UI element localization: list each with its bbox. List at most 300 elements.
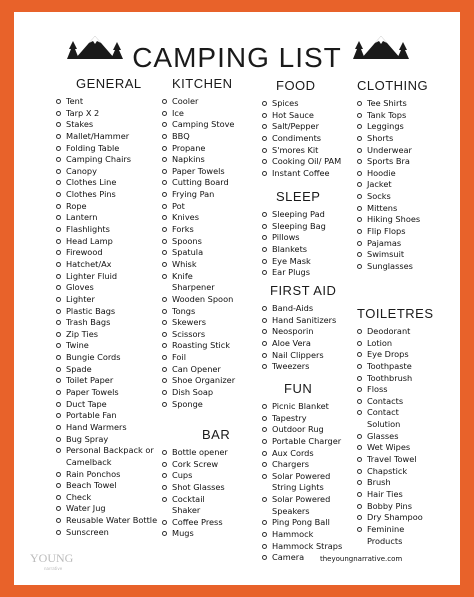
item-label: Napkins xyxy=(172,154,205,165)
checkbox-bullet[interactable] xyxy=(262,136,267,141)
checkbox-bullet[interactable] xyxy=(56,413,61,418)
checkbox-bullet[interactable] xyxy=(262,171,267,176)
checkbox-bullet[interactable] xyxy=(56,134,61,139)
checkbox-bullet[interactable] xyxy=(56,506,61,511)
checkbox-bullet[interactable] xyxy=(162,378,167,383)
item-label: Aux Cords xyxy=(272,447,314,458)
section-sleep xyxy=(262,189,326,279)
checkbox-bullet[interactable] xyxy=(56,518,61,523)
list-item xyxy=(162,189,233,201)
checkbox-bullet[interactable] xyxy=(262,270,267,275)
item-label: Contacts xyxy=(367,395,404,406)
list-item xyxy=(162,387,233,399)
list-item xyxy=(56,317,142,329)
list-item xyxy=(162,329,233,341)
checkbox-bullet[interactable] xyxy=(262,404,267,409)
checkbox-bullet[interactable] xyxy=(162,485,167,490)
checkbox-bullet[interactable] xyxy=(162,99,167,104)
list-item xyxy=(56,212,142,224)
item-label: Mittens xyxy=(367,202,398,213)
checkbox-bullet[interactable] xyxy=(262,124,267,129)
checkbox-bullet[interactable] xyxy=(262,544,267,549)
list-item xyxy=(357,191,428,203)
checkbox-bullet[interactable] xyxy=(357,124,362,129)
list-item xyxy=(56,434,142,446)
item-label: Ear Plugs xyxy=(272,267,311,278)
item-label: Spatula xyxy=(172,247,204,258)
item-label: Plastic Bags xyxy=(66,305,116,316)
list-item xyxy=(262,244,320,256)
checkbox-bullet[interactable] xyxy=(262,497,267,502)
checkbox-bullet[interactable] xyxy=(56,250,61,255)
item-label: Spoons xyxy=(172,235,202,246)
checkbox-bullet[interactable] xyxy=(162,215,167,220)
checkbox-bullet[interactable] xyxy=(357,341,362,346)
checkbox-bullet[interactable] xyxy=(162,192,167,197)
section-first-aid xyxy=(262,283,336,373)
list-item xyxy=(357,203,428,215)
checkbox-bullet[interactable] xyxy=(357,364,362,369)
item-label: Blankets xyxy=(272,243,308,254)
item-label: Twine xyxy=(66,340,89,351)
checkbox-bullet[interactable] xyxy=(262,318,267,323)
checkbox-bullet[interactable] xyxy=(162,169,167,174)
checklist xyxy=(162,96,236,410)
checkbox-bullet[interactable] xyxy=(56,274,61,279)
item-label: Hammock Straps xyxy=(272,540,343,551)
checkbox-bullet[interactable] xyxy=(357,469,362,474)
list-item xyxy=(56,364,142,376)
list-item xyxy=(56,189,142,201)
item-label: Underwear xyxy=(367,144,412,155)
list-item xyxy=(162,352,233,364)
list-item xyxy=(162,494,230,506)
checkbox-bullet[interactable] xyxy=(262,462,267,467)
checkbox-bullet[interactable] xyxy=(357,241,362,246)
section-toiletries xyxy=(357,306,434,547)
item-label: Sunscreen xyxy=(66,526,109,537)
item-label: Paper Towels xyxy=(66,387,119,398)
checkbox-bullet[interactable] xyxy=(56,227,61,232)
checkbox-bullet[interactable] xyxy=(357,457,362,462)
checkbox-bullet[interactable] xyxy=(357,329,362,334)
list-item xyxy=(56,469,142,481)
list-item xyxy=(357,384,434,396)
checkbox-bullet[interactable] xyxy=(162,111,167,116)
section-bar xyxy=(162,427,230,540)
checkbox-bullet[interactable] xyxy=(56,332,61,337)
section-fun xyxy=(262,381,343,564)
item-label: Spices xyxy=(272,98,299,108)
item-label: Sports Bra xyxy=(367,156,410,167)
checkbox-bullet[interactable] xyxy=(262,474,267,479)
checkbox-bullet[interactable] xyxy=(357,410,362,415)
checkbox-bullet[interactable] xyxy=(56,425,61,430)
list-item xyxy=(162,271,233,283)
list-item xyxy=(56,166,142,178)
checkbox-bullet[interactable] xyxy=(56,343,61,348)
item-label: Solar Powered xyxy=(272,494,331,505)
checkbox-bullet[interactable] xyxy=(262,113,267,118)
list-item xyxy=(357,361,434,373)
checkbox-bullet[interactable] xyxy=(162,122,167,127)
checkbox-bullet[interactable] xyxy=(56,122,61,127)
checkbox-bullet[interactable] xyxy=(357,434,362,439)
checkbox-bullet[interactable] xyxy=(56,355,61,360)
item-label: Salt/Pepper xyxy=(272,121,319,132)
checkbox-bullet[interactable] xyxy=(56,215,61,220)
checkbox-bullet[interactable] xyxy=(56,483,61,488)
item-label: S'mores Kit xyxy=(272,144,319,155)
item-label: String Lights xyxy=(272,482,324,493)
checkbox-bullet[interactable] xyxy=(357,229,362,234)
item-label: Feminine xyxy=(367,523,405,534)
checkbox-bullet[interactable] xyxy=(357,515,362,520)
checkbox-bullet[interactable] xyxy=(262,306,267,311)
item-label: Coffee Press xyxy=(172,516,223,527)
item-label: Socks xyxy=(367,191,391,202)
list-item xyxy=(162,224,233,236)
checkbox-bullet[interactable] xyxy=(56,204,61,209)
checkbox-bullet[interactable] xyxy=(162,531,167,536)
checkbox-bullet[interactable] xyxy=(262,224,267,229)
checkbox-bullet[interactable] xyxy=(56,297,61,302)
item-label: Bungie Cords xyxy=(66,352,121,363)
item-label: Toilet Paper xyxy=(66,375,114,386)
checkbox-bullet[interactable] xyxy=(357,252,362,257)
checkbox-bullet[interactable] xyxy=(56,309,61,314)
list-item xyxy=(56,410,142,422)
item-label: Firewood xyxy=(66,247,103,258)
item-label: Glasses xyxy=(367,430,399,441)
list-item xyxy=(56,340,142,352)
checkbox-bullet[interactable] xyxy=(56,192,61,197)
checklist xyxy=(262,303,336,373)
checkbox-bullet[interactable] xyxy=(162,204,167,209)
checkbox-bullet[interactable] xyxy=(162,450,167,455)
item-label: Hoodie xyxy=(367,167,396,178)
item-label: Shorts xyxy=(367,132,394,143)
list-item xyxy=(262,315,336,327)
item-label: Rope xyxy=(66,200,87,211)
list-item xyxy=(262,482,324,494)
checkbox-bullet[interactable] xyxy=(56,180,61,185)
checkbox-bullet[interactable] xyxy=(56,320,61,325)
list-item xyxy=(262,448,312,460)
checkbox-bullet[interactable] xyxy=(357,504,362,509)
checkbox-bullet[interactable] xyxy=(56,448,61,453)
list-item xyxy=(357,466,434,478)
item-label: Brush xyxy=(367,477,391,488)
list-item xyxy=(162,399,233,411)
checkbox-bullet[interactable] xyxy=(357,148,362,153)
item-label: Rain Ponchos xyxy=(66,468,121,479)
list-item xyxy=(262,361,336,373)
checkbox-bullet[interactable] xyxy=(357,445,362,450)
brand-logo-subtitle: narrative xyxy=(44,566,63,571)
list-item xyxy=(56,119,142,131)
checkbox-bullet[interactable] xyxy=(357,480,362,485)
item-label: Sunglasses xyxy=(367,260,413,271)
list-item xyxy=(262,209,325,221)
list-item xyxy=(262,338,336,350)
list-item xyxy=(56,375,142,387)
item-label: Shot Glasses xyxy=(172,481,225,492)
item-label: Spade xyxy=(66,363,92,374)
list-item xyxy=(357,373,434,385)
list-item xyxy=(262,256,320,268)
checkbox-bullet[interactable] xyxy=(357,194,362,199)
list-item xyxy=(56,259,142,271)
item-label: Reusable Water Bottle xyxy=(66,515,158,526)
checkbox-bullet[interactable] xyxy=(162,146,167,151)
list-item xyxy=(262,132,322,145)
checkbox-bullet[interactable] xyxy=(262,364,267,369)
item-label: Hand Sanitizers xyxy=(272,314,337,325)
item-label: Stakes xyxy=(66,119,94,130)
checkbox-bullet[interactable] xyxy=(162,343,167,348)
list-item xyxy=(262,540,343,553)
item-label: Can Opener xyxy=(172,363,221,374)
section-heading: CLOTHING xyxy=(357,78,429,93)
checkbox-bullet[interactable] xyxy=(162,367,167,372)
checkbox-bullet[interactable] xyxy=(357,182,362,187)
checkbox-bullet[interactable] xyxy=(162,497,167,502)
item-label: Tongs xyxy=(172,305,196,316)
checkbox-bullet[interactable] xyxy=(357,159,362,164)
checkbox-bullet[interactable] xyxy=(56,169,61,174)
section-heading: SLEEP xyxy=(276,189,321,204)
checkbox-bullet[interactable] xyxy=(162,462,167,467)
item-label: Lotion xyxy=(367,337,393,348)
item-label: Toothpaste xyxy=(367,360,412,371)
list-item xyxy=(262,350,336,362)
checkbox-bullet[interactable] xyxy=(56,367,61,372)
checkbox-bullet[interactable] xyxy=(262,101,267,106)
checkbox-bullet[interactable] xyxy=(56,402,61,407)
list-item xyxy=(357,349,434,361)
item-label: Nail Clippers xyxy=(272,349,324,360)
checkbox-bullet[interactable] xyxy=(162,355,167,360)
checklist xyxy=(262,98,342,179)
list-item xyxy=(56,131,142,143)
list-item xyxy=(162,317,233,329)
checkbox-bullet[interactable] xyxy=(357,101,362,106)
item-label: Camera xyxy=(272,552,305,563)
item-label: Scissors xyxy=(172,328,206,339)
item-label: Portable Charger xyxy=(272,435,342,446)
checkbox-bullet[interactable] xyxy=(56,99,61,104)
checkbox-bullet[interactable] xyxy=(56,390,61,395)
item-label: Cooler xyxy=(172,96,199,106)
checkbox-bullet[interactable] xyxy=(262,259,267,264)
checkbox-bullet[interactable] xyxy=(357,264,362,269)
item-label: Gloves xyxy=(66,282,94,293)
list-item xyxy=(162,236,233,248)
section-general xyxy=(56,76,158,538)
list-item xyxy=(357,145,428,157)
list-item xyxy=(357,226,428,238)
list-item xyxy=(357,419,434,431)
checkbox-bullet[interactable] xyxy=(162,227,167,232)
checkbox-bullet[interactable] xyxy=(56,378,61,383)
list-item xyxy=(162,201,233,213)
item-label: Condiments xyxy=(272,132,322,143)
checkbox-bullet[interactable] xyxy=(262,148,267,153)
checkbox-bullet[interactable] xyxy=(262,353,267,358)
list-item xyxy=(162,282,233,294)
list-item xyxy=(262,167,330,180)
checkbox-bullet[interactable] xyxy=(162,180,167,185)
checkbox-bullet[interactable] xyxy=(162,297,167,302)
list-item xyxy=(56,247,142,259)
list-item xyxy=(162,470,230,482)
checkbox-bullet[interactable] xyxy=(262,439,267,444)
checkbox-bullet[interactable] xyxy=(162,309,167,314)
item-label: Duct Tape xyxy=(66,398,107,409)
checkbox-bullet[interactable] xyxy=(162,239,167,244)
checkbox-bullet[interactable] xyxy=(56,262,61,267)
checkbox-bullet[interactable] xyxy=(56,437,61,442)
list-item xyxy=(357,168,428,180)
list-item xyxy=(162,447,230,459)
checkbox-bullet[interactable] xyxy=(162,250,167,255)
checkbox-bullet[interactable] xyxy=(162,274,167,279)
list-item xyxy=(262,424,324,436)
checkbox-bullet[interactable] xyxy=(162,473,167,478)
list-item xyxy=(56,282,142,294)
checkbox-bullet[interactable] xyxy=(357,206,362,211)
list-item xyxy=(56,503,142,515)
item-label: Cooking Oil/ PAM xyxy=(272,156,342,167)
checkbox-bullet[interactable] xyxy=(262,329,267,334)
checkbox-bullet[interactable] xyxy=(162,390,167,395)
checkbox-bullet[interactable] xyxy=(357,171,362,176)
item-label: Contact xyxy=(367,407,399,418)
item-label: Tapestry xyxy=(272,412,307,423)
checkbox-bullet[interactable] xyxy=(56,146,61,151)
list-item xyxy=(162,166,233,178)
list-item xyxy=(262,401,329,413)
checkbox-bullet[interactable] xyxy=(162,520,167,525)
item-label: Neosporin xyxy=(272,326,314,337)
checkbox-bullet[interactable] xyxy=(357,387,362,392)
item-label: Lighter Fluid xyxy=(66,270,118,281)
checkbox-bullet[interactable] xyxy=(262,451,267,456)
item-label: Camelback xyxy=(66,456,112,467)
list-item xyxy=(162,131,233,143)
list-item xyxy=(357,396,434,408)
checkbox-bullet[interactable] xyxy=(357,113,362,118)
list-item xyxy=(162,259,233,271)
list-item xyxy=(357,536,434,548)
checkbox-bullet[interactable] xyxy=(162,262,167,267)
item-label: Clothes Line xyxy=(66,177,117,188)
item-label: Solar Powered xyxy=(272,470,331,481)
checkbox-bullet[interactable] xyxy=(357,136,362,141)
list-item xyxy=(262,144,319,157)
checkbox-bullet[interactable] xyxy=(262,520,267,525)
checkbox-bullet[interactable] xyxy=(357,527,362,532)
item-label: Speakers xyxy=(272,505,310,516)
item-label: Aloe Vera xyxy=(272,337,311,348)
list-item xyxy=(357,431,434,443)
checkbox-bullet[interactable] xyxy=(262,555,267,560)
checkbox-bullet[interactable] xyxy=(262,212,267,217)
checkbox-bullet[interactable] xyxy=(162,332,167,337)
item-label: Water Jug xyxy=(66,503,106,514)
checkbox-bullet[interactable] xyxy=(56,530,61,535)
section-heading: KITCHEN xyxy=(172,76,233,91)
item-label: Jacket xyxy=(367,179,392,190)
list-item xyxy=(56,387,142,399)
checkbox-bullet[interactable] xyxy=(357,217,362,222)
checkbox-bullet[interactable] xyxy=(56,495,61,500)
list-item xyxy=(56,96,142,108)
list-item xyxy=(262,552,312,564)
checkbox-bullet[interactable] xyxy=(262,159,267,164)
checkbox-bullet[interactable] xyxy=(262,416,267,421)
checkbox-bullet[interactable] xyxy=(56,157,61,162)
item-label: Folding Table xyxy=(66,142,120,153)
list-item xyxy=(262,121,319,133)
item-label: Sharpener xyxy=(172,282,215,293)
item-label: Flip Flops xyxy=(367,226,406,237)
item-label: Flashlights xyxy=(66,224,110,235)
list-item xyxy=(162,375,236,387)
checkbox-bullet[interactable] xyxy=(262,235,267,240)
section-heading: BAR xyxy=(202,427,231,442)
checkbox-bullet[interactable] xyxy=(357,399,362,404)
item-label: Wet Wipes xyxy=(367,442,411,453)
item-label: Sponge xyxy=(172,398,203,409)
checkbox-bullet[interactable] xyxy=(262,247,267,252)
list-item xyxy=(357,454,434,466)
checkbox-bullet[interactable] xyxy=(357,376,362,381)
item-label: Hot Sauce xyxy=(272,109,314,120)
item-label: Chapstick xyxy=(367,465,408,476)
list-item xyxy=(357,121,428,133)
item-label: Mugs xyxy=(172,528,194,539)
list-item xyxy=(357,179,428,191)
item-label: Mallet/Hammer xyxy=(66,130,130,141)
item-label: Cutting Board xyxy=(172,177,229,188)
checkbox-bullet[interactable] xyxy=(162,320,167,325)
item-label: Deodorant xyxy=(367,326,411,336)
checkbox-bullet[interactable] xyxy=(162,157,167,162)
checkbox-bullet[interactable] xyxy=(262,532,267,537)
item-label: Propane xyxy=(172,142,206,153)
checkbox-bullet[interactable] xyxy=(162,134,167,139)
checkbox-bullet[interactable] xyxy=(262,341,267,346)
list-item xyxy=(56,422,142,434)
checkbox-bullet[interactable] xyxy=(56,285,61,290)
list-item xyxy=(162,528,230,540)
checkbox-bullet[interactable] xyxy=(56,111,61,116)
list-item xyxy=(56,480,142,492)
list-item xyxy=(162,340,233,352)
item-label: Toothbrush xyxy=(367,372,413,383)
checkbox-bullet[interactable] xyxy=(357,352,362,357)
checkbox-bullet[interactable] xyxy=(162,402,167,407)
checkbox-bullet[interactable] xyxy=(56,239,61,244)
checkbox-bullet[interactable] xyxy=(56,472,61,477)
checkbox-bullet[interactable] xyxy=(262,427,267,432)
item-label: Dish Soap xyxy=(172,387,214,398)
checkbox-bullet[interactable] xyxy=(357,492,362,497)
section-heading: FOOD xyxy=(276,78,316,93)
list-item xyxy=(56,224,142,236)
